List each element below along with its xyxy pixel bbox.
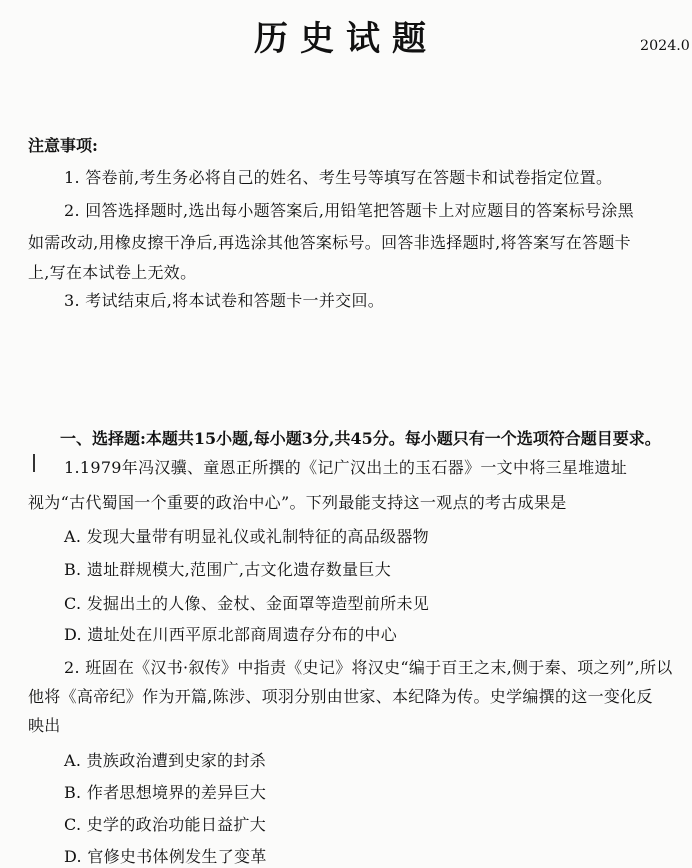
question-1-option-b: B. 遗址群规模大,范围广,古文化遗存数量巨大 [64, 560, 392, 579]
question-1-option-c: C. 发掘出土的人像、金杖、金面罩等造型前所未见 [64, 594, 430, 613]
notice-line: 1. 答卷前,考生务必将自己的姓名、考生号等填写在答题卡和试卷指定位置。 [64, 168, 613, 187]
notice-line: 2. 回答选择题时,选出每小题答案后,用铅笔把答题卡上对应题目的答案标号涂黑 [64, 201, 634, 220]
question-1-option-a: A. 发现大量带有明显礼仪或礼制特征的高品级器物 [64, 527, 429, 546]
question-2-option-c: C. 史学的政治功能日益扩大 [64, 815, 267, 834]
question-2-option-b: B. 作者思想境界的差异巨大 [64, 783, 267, 802]
question-2-option-a: A. 贵族政治遭到史家的封杀 [64, 751, 266, 770]
question-1-option-d: D. 遗址处在川西平原北部商周遗存分布的中心 [64, 625, 398, 644]
question-2-option-d: D. 官修史书体例发生了变革 [64, 847, 267, 866]
question-2-stem: 2. 班固在《汉书·叙传》中指责《史记》将汉史“编于百王之末,侧于秦、项之列”,所以 [64, 658, 673, 677]
exam-date: 2024.0 [640, 38, 690, 54]
question-2-stem: 他将《高帝纪》作为开篇,陈涉、项羽分别由世家、本纪降为传。史学编撰的这一变化反 [28, 687, 653, 706]
notice-line: 如需改动,用橡皮擦干净后,再选涂其他答案标号。回答非选择题时,将答案写在答题卡 [28, 233, 631, 252]
question-2-stem: 映出 [28, 716, 61, 735]
notice-heading: 注意事项: [28, 136, 98, 155]
section-heading: 一、选择题:本题共15小题,每小题3分,共45分。每小题只有一个选项符合题目要求。 [60, 429, 661, 448]
question-1-stem: 视为“古代蜀国一个重要的政治中心”。下列最能支持这一观点的考古成果是 [28, 493, 567, 512]
margin-mark [33, 454, 35, 472]
question-1-stem: 1.1979年冯汉骥、童恩正所撰的《记广汉出土的玉石器》一文中将三星堆遗址 [64, 458, 628, 477]
notice-line: 3. 考试结束后,将本试卷和答题卡一并交回。 [64, 291, 385, 310]
exam-title: 历史试题 [254, 19, 438, 59]
notice-line: 上,写在本试卷上无效。 [28, 263, 197, 282]
